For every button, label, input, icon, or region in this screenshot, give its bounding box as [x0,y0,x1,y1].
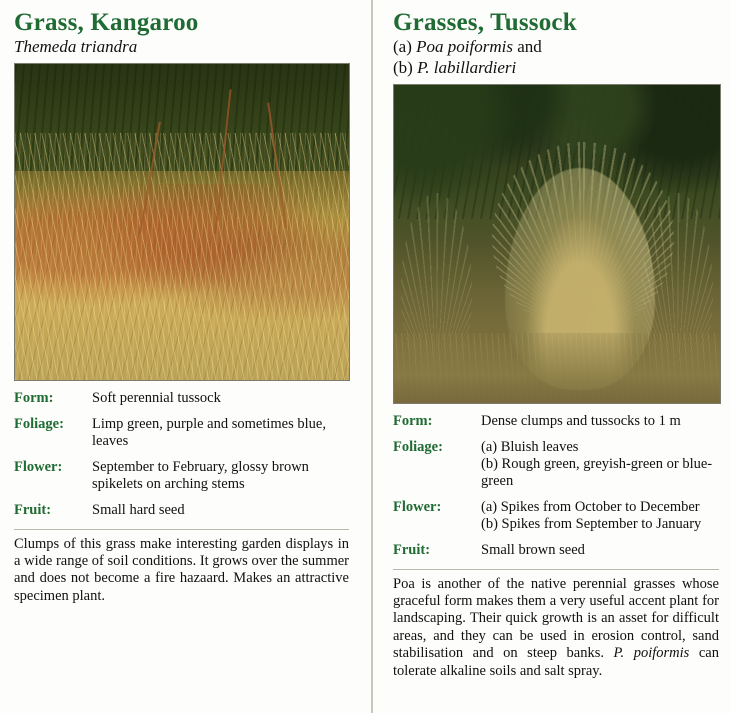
scientific-name-right-a [393,37,719,57]
subtitle-prefix-a: (a) [393,37,417,57]
attribute-row [14,459,349,502]
attribute-row [393,542,719,568]
subtitle-italic-a: Poa poiformis [416,37,513,57]
subtitle-italic-b: P. labillardieri [417,57,517,77]
attribute-table-right [393,413,719,568]
attribute-value: Dense clumps and tussocks to 1 m [481,413,681,430]
photo-tussock-grasses [393,84,721,404]
page-title-left: Grass, Kangaroo [14,9,199,36]
attribute-row [393,439,719,499]
description-right [393,576,719,680]
rule-left [14,529,349,530]
rule-right [393,569,719,570]
page-title-right: Grasses, Tussock [393,9,577,36]
attribute-label: Form: [14,389,54,406]
subtitle-suffix-a: and [512,37,542,57]
subtitle-prefix-b: (b) [393,57,418,77]
attribute-subvalue: (a) Spikes from October to December [481,498,700,515]
attribute-row [14,502,349,528]
description-part: Poa is another of the native perennial grasses whose graceful form makes them a very useful accent plant for landscaping. Their quick growth is an asset for difficult areas, and they can be used in erosion control, sand stabilisation and on steep banks. [393,575,719,662]
description-part: can tolerate alkaline soils and salt spray. [393,645,719,679]
attribute-subvalue: (b) Rough green, greyish-green or blue-green [481,455,713,489]
attribute-label: Form: [393,413,433,430]
attribute-subvalue: (b) Spikes from September to January [481,515,702,532]
photo-layer-blades [15,133,349,379]
attribute-label: Fruit: [393,541,431,558]
attribute-table-left [14,390,349,528]
attribute-value [481,439,719,499]
attribute-row [14,416,349,459]
scientific-name-left: Themeda triandra [14,37,138,57]
article-tussock-grasses [371,0,731,713]
attribute-row [393,413,719,439]
photo-layer-ground [394,333,720,403]
attribute-label: Flower: [14,458,63,475]
attribute-value: Soft perennial tussock [92,389,221,406]
attribute-row [14,390,349,416]
description-left: Clumps of this grass make interesting garden displays in a wide range of soil conditions. It grows over the summer and does not become a fire hazaard. Makes an attractive specimen plant. [14,535,349,604]
photo-kangaroo-grass [14,63,350,381]
attribute-subvalue: (a) Bluish leaves [481,438,579,455]
scientific-name-right-b [393,58,719,78]
attribute-label: Foliage: [393,438,443,455]
attribute-value: Limp green, purple and sometimes blue, leaves [92,415,326,449]
attribute-value: Small brown seed [481,541,585,558]
description-part-italic: P. poiformis [613,645,690,662]
attribute-label: Foliage: [14,415,64,432]
attribute-value [481,499,719,542]
attribute-label: Fruit: [14,501,52,518]
attribute-row [393,499,719,542]
attribute-value: Small hard seed [92,501,185,518]
attribute-value: September to February, glossy brown spikelets on arching stems [92,458,309,492]
attribute-label: Flower: [393,498,442,515]
